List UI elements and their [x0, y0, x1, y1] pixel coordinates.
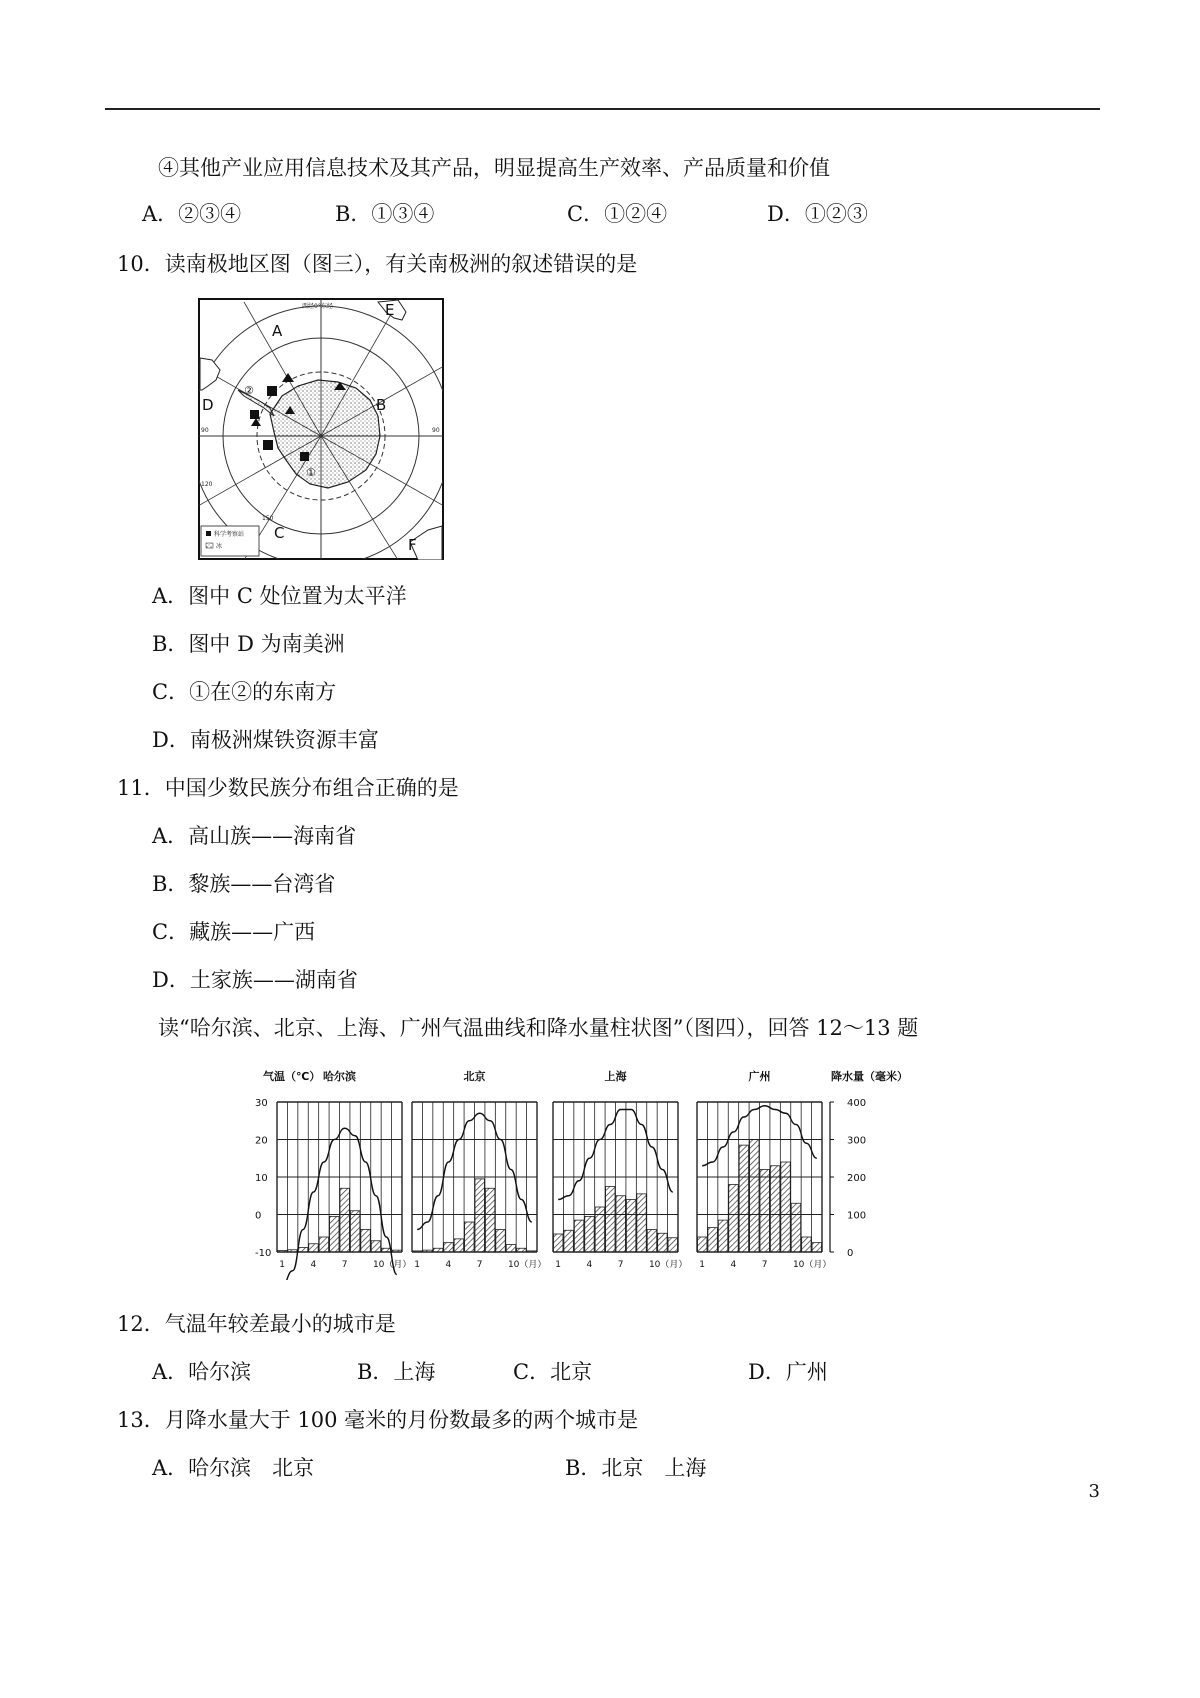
- precip-bar: [770, 1166, 779, 1252]
- month-tick-label: 7: [617, 1260, 624, 1270]
- map-label-f: F: [408, 536, 417, 554]
- climate-chart: [255, 1060, 910, 1280]
- precip-bar: [606, 1186, 615, 1252]
- city-label: 上海: [604, 1070, 627, 1083]
- precip-bar: [585, 1216, 594, 1252]
- month-tick-label: 1: [414, 1260, 420, 1270]
- station-square-2: [250, 410, 259, 419]
- map-lon-bl: 120: [201, 481, 213, 488]
- q12-option-b: B．上海: [357, 1360, 436, 1384]
- map-lon-bottom: 150: [262, 515, 274, 522]
- precip-bar: [616, 1196, 625, 1252]
- precip-bar: [485, 1188, 494, 1252]
- map-lon-right: 90: [432, 427, 440, 434]
- month-tick-label: 10（月）: [372, 1260, 412, 1270]
- precip-bar: [496, 1230, 505, 1253]
- precip-bar: [564, 1230, 573, 1252]
- month-tick-label: 4: [730, 1260, 737, 1270]
- precip-bar: [708, 1228, 717, 1252]
- month-tick-label: 7: [341, 1260, 348, 1270]
- precip-bar: [595, 1207, 604, 1252]
- temp-tick-label: -10: [255, 1248, 272, 1259]
- city-label: 哈尔滨: [323, 1070, 356, 1083]
- month-tick-label: 10（月）: [648, 1260, 688, 1270]
- legend-ice-label: 冰: [216, 543, 223, 550]
- precip-bar: [330, 1216, 339, 1252]
- city-label: 北京: [463, 1070, 486, 1083]
- header-rule: [105, 108, 1100, 110]
- q10-stem: 10．读南极地区图（图三），有关南极洲的叙述错误的是: [117, 252, 638, 276]
- map-label-d: D: [202, 396, 214, 414]
- month-tick-label: 10（月）: [507, 1260, 547, 1270]
- month-tick-label: 4: [586, 1260, 593, 1270]
- q12-stem: 12．气温年较差最小的城市是: [117, 1312, 396, 1336]
- map-label-c: C: [274, 524, 285, 542]
- map-label-a: A: [272, 322, 283, 340]
- temp-tick-label: 10: [255, 1173, 268, 1184]
- q9-option-d: D．①②③: [767, 202, 868, 226]
- map-point-1: ①: [306, 466, 316, 479]
- precip-bar: [475, 1179, 484, 1252]
- precip-bar: [637, 1194, 646, 1252]
- intro-12-13: 读“哈尔滨、北京、上海、广州气温曲线和降水量柱状图”（图四），回答 12～13 题: [158, 1016, 919, 1040]
- antarctica-map: [198, 298, 444, 560]
- month-tick-label: 7: [761, 1260, 768, 1270]
- precip-tick-label: 300: [847, 1135, 867, 1147]
- month-tick-label: 1: [555, 1260, 561, 1270]
- precip-tick-label: 0: [847, 1248, 854, 1259]
- q13-stem: 13．月降水量大于 100 毫米的月份数最多的两个城市是: [117, 1408, 639, 1432]
- temp-axis-title: 气温（℃）: [263, 1070, 321, 1083]
- precip-bar: [309, 1244, 318, 1252]
- precip-bar: [658, 1233, 667, 1252]
- legend-station-label: 科学考察站: [214, 531, 245, 538]
- precip-bar: [371, 1241, 380, 1252]
- city-label: 广州: [748, 1070, 771, 1083]
- precip-bar: [554, 1234, 563, 1252]
- precip-axis-title: 降水量（毫米）: [831, 1070, 908, 1083]
- month-tick-label: 10（月）: [792, 1260, 832, 1270]
- precip-tick-label: 200: [847, 1173, 867, 1184]
- precip-bar: [444, 1243, 453, 1252]
- map-point-2: ②: [244, 384, 254, 397]
- q12-option-a: A．哈尔滨: [152, 1360, 252, 1384]
- precip-tick-label: 100: [847, 1210, 867, 1222]
- map-lon-left: 90: [201, 427, 209, 434]
- month-tick-label: 1: [699, 1260, 705, 1270]
- precip-bar: [718, 1220, 727, 1252]
- precip-bar: [626, 1200, 635, 1253]
- precip-bar: [802, 1237, 811, 1252]
- q12-option-c: C．北京: [513, 1360, 593, 1384]
- q13-option-b: B．北京 上海: [565, 1456, 707, 1480]
- q10-option-c: C．①在②的东南方: [152, 680, 337, 704]
- precip-bar: [781, 1162, 790, 1252]
- precip-bar: [729, 1185, 738, 1253]
- q9-option-a: A．②③④: [142, 202, 242, 226]
- q12-option-d: D．广州: [748, 1360, 828, 1384]
- month-tick-label: 4: [445, 1260, 452, 1270]
- q11-option-a: A．高山族——海南省: [152, 824, 357, 848]
- precip-bar: [465, 1222, 474, 1252]
- q11-option-c: C．藏族——广西: [152, 920, 316, 944]
- q10-option-a: A．图中 C 处位置为太平洋: [152, 584, 407, 608]
- q13-option-a: A．哈尔滨 北京: [152, 1456, 315, 1480]
- precip-bar: [750, 1140, 759, 1253]
- map-header: 西经0°东经: [302, 303, 333, 310]
- map-label-e: E: [385, 301, 395, 319]
- precip-bar: [454, 1239, 463, 1252]
- temp-tick-label: 20: [255, 1135, 268, 1147]
- precip-bar: [698, 1237, 707, 1252]
- q9-statement-4: ④其他产业应用信息技术及其产品，明显提高生产效率、产品质量和价值: [158, 156, 830, 180]
- q10-option-d: D．南极洲煤铁资源丰富: [152, 728, 379, 752]
- station-square-1: [267, 386, 277, 396]
- precip-bar: [812, 1243, 821, 1252]
- month-tick-label: 7: [476, 1260, 483, 1270]
- page-number: 3: [1088, 1481, 1100, 1502]
- station-square-4: [300, 452, 309, 461]
- precip-bar: [319, 1237, 328, 1252]
- precip-bar: [647, 1230, 656, 1253]
- month-tick-label: 1: [279, 1260, 285, 1270]
- precip-bar: [574, 1220, 583, 1252]
- precip-bar: [361, 1230, 370, 1253]
- precip-bar: [739, 1145, 748, 1252]
- precip-bar: [760, 1170, 769, 1253]
- q11-stem: 11．中国少数民族分布组合正确的是: [117, 776, 459, 800]
- precip-bar: [506, 1245, 515, 1253]
- map-label-b: B: [376, 396, 387, 414]
- q11-option-b: B．黎族——台湾省: [152, 872, 336, 896]
- temp-tick-label: 0: [255, 1210, 262, 1222]
- q9-option-c: C．①②④: [567, 202, 668, 226]
- precip-bar: [668, 1238, 677, 1252]
- month-tick-label: 4: [310, 1260, 317, 1270]
- q9-option-b: B．①③④: [335, 202, 435, 226]
- precip-bar: [350, 1211, 359, 1252]
- q10-option-b: B．图中 D 为南美洲: [152, 632, 345, 656]
- precip-bar: [340, 1188, 349, 1252]
- station-square-3: [263, 440, 273, 450]
- precip-tick-label: 400: [847, 1098, 867, 1109]
- precip-bar: [791, 1203, 800, 1252]
- q11-option-d: D．土家族——湖南省: [152, 968, 358, 992]
- temp-tick-label: 30: [255, 1098, 268, 1109]
